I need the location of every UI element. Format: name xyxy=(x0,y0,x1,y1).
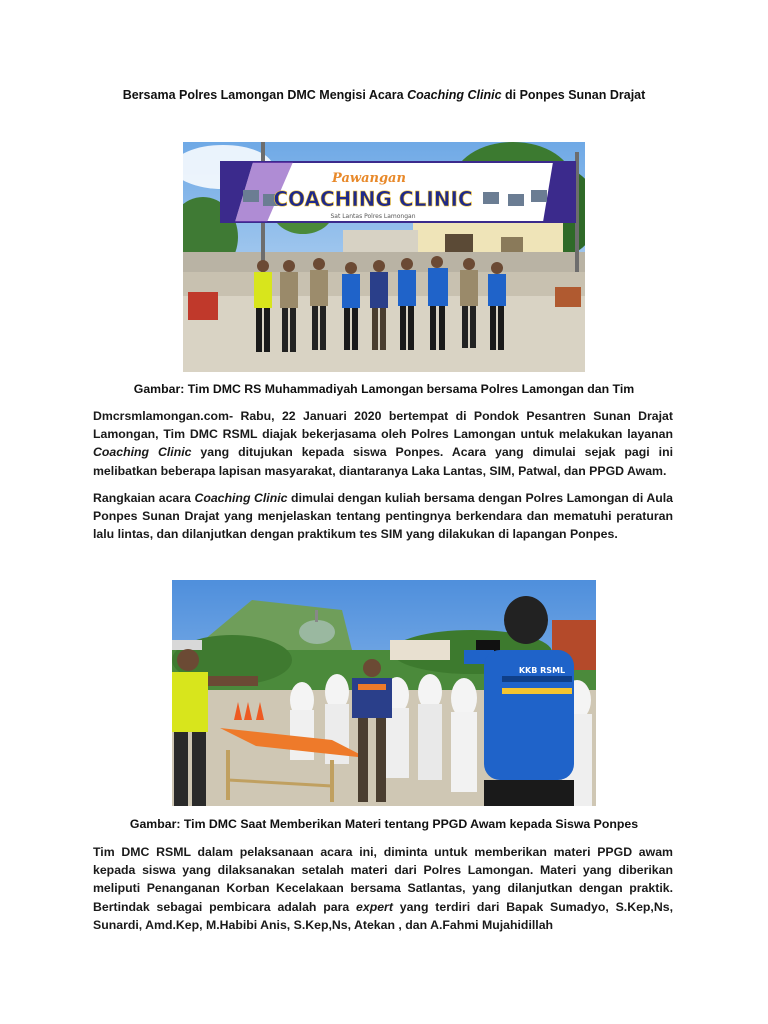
banner-top-text: Pawangan xyxy=(332,171,406,186)
title-emphasis: Coaching Clinic xyxy=(407,88,502,102)
paragraph-agenda: Rangkaian acara Coaching Clinic dimulai dengan kuliah bersama dengan Polres Lamongan di Aula Ponpes Sunan Drajat yang menjelaskan tentang pentingnya berkendara dan mematuhi peraturan lalu lintas, dan dilanjutkan dengan praktikum tes SIM yang dilakukan di lapangan Ponpes. xyxy=(93,491,673,542)
paragraph-speakers: Tim DMC RSML dalam pelaksanaan acara ini, diminta untuk memberikan materi PPGD awam kepada siswa yang dilaksanakan setalah materi dari Polres Lamongan. Materi yang diberikan meliputi Penanganan Korban Kecelakaan bersama Satlantas, yang dilanjutkan dengan praktik. Bertindak sebagai pembicara adalah para expert yang terdiri dari Bapak Sumadyo, S.Kep,Ns, Sunardi, Amd.Kep, M.Habibi Anis, S.Kep,Ns, Atekan , dan A.Fahmi Mujahidillah xyxy=(93,845,673,932)
paragraph-intro: Dmcrsmlamongan.com- Rabu, 22 Januari 2020 bertempat di Pondok Pesantren Sunan Drajat Lamongan, Tim DMC RSML diajak bekerjasama oleh Polres Lamongan untuk melakukan layanan Coaching Clinic yang ditujukan kepada siswa Ponpes. Acara yang dimulai sejak pagi ini melibatkan beberapa lapisan masyarakat, diantaranya Laka Lantas, SIM, Patwal, dan PPGD Awam. xyxy=(93,409,673,478)
photo-group-banner xyxy=(183,142,585,372)
paragraph-agenda-emphasis: Coaching Clinic xyxy=(194,491,288,505)
paragraph-speakers-emphasis: expert xyxy=(356,899,393,914)
paragraph-intro-emphasis: Coaching Clinic xyxy=(93,445,192,460)
figure1-caption: Gambar: Tim DMC RS Muhammadiyah Lamongan bersama Polres Lamongan dan Tim xyxy=(133,382,635,396)
photo-ppgd-demonstration xyxy=(172,580,596,806)
coaching-clinic-banner xyxy=(221,162,575,222)
figure2-caption: Gambar: Tim DMC Saat Memberikan Materi tentang PPGD Awam kepada Siswa Ponpes xyxy=(129,817,639,831)
banner-sub-text: Sat Lantas Polres Lamongan xyxy=(330,213,416,220)
banner-main-text: COACHING CLINIC xyxy=(273,187,473,211)
shirt-label: KKB RSML xyxy=(518,666,566,675)
article-title: Bersama Polres Lamongan DMC Mengisi Acara Coaching Clinic di Ponpes Sunan Drajat xyxy=(122,88,646,102)
